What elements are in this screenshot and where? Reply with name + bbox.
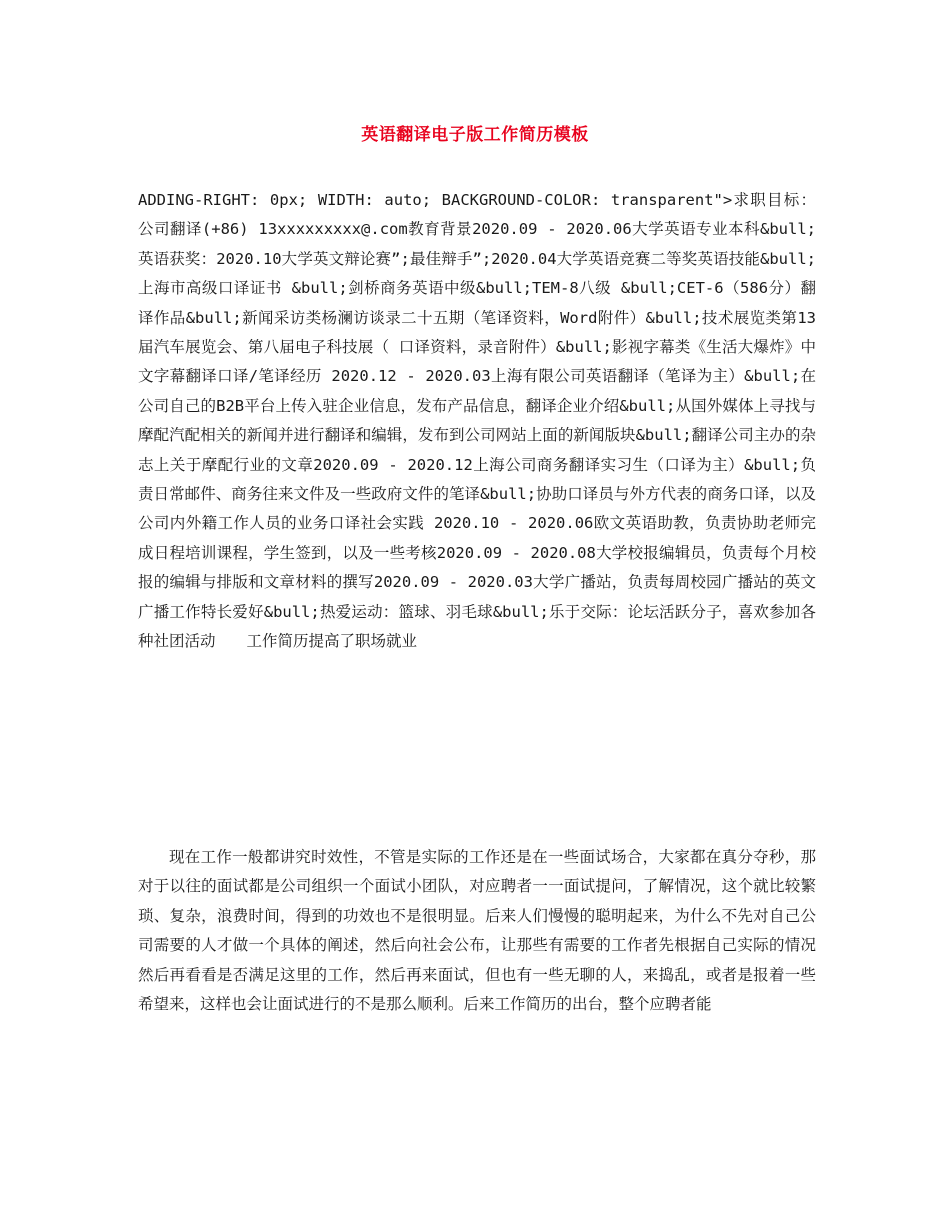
article-paragraph: 现在工作一般都讲究时效性，不管是实际的工作还是在一些面试场合，大家都在真分夺秒，那对于以往的面试都是公司组织一个面试小团队，对应聘者一一面试提问，了解情况，这个就比较繁琐、复杂，浪费时间，得到的功效也不是很明显。后来人们慢慢的聪明起来，为什么不先对自己公司需要的人才做一个具体的阐述，然后向社会公布，让那些有需要的工作者先根据自己实际的情况然后再看看是否满足这里的工作，然后再来面试，但也有一些无聊的人，来捣乱，或者是报着一些希望来，这样也会让面试进行的不是那么顺利。后来工作简历的出台，整个应聘者能 xyxy=(138,848,816,1014)
document-title: 英语翻译电子版工作简历模板 xyxy=(361,125,589,145)
resume-paragraph: ADDING-RIGHT: 0px; WIDTH: auto; BACKGROUND-COLOR: transparent">求职目标：公司翻译(+86) 13xxxxxxxxx@.com教育背景2020.09 - 2020.06大学英语专业本科&bull;英语获奖：2020.10大学英文辩论赛”;最佳辩手”;2020.04大学英语竞赛二等奖英语技能&bull;上海市高级口译证书 &bull;剑桥商务英语中级&bull;TEM-8八级 &bull;CET-6（586分）翻译作品&bull;新闻采访类杨澜访谈录二十五期（笔译资料，Word附件）&bull;技术展览类第13届汽车展览会、第八届电子科技展（ 口译资料，录音附件）&bull;影视字幕类《生活大爆炸》中文字幕翻译口译/笔译经历 2020.12 - 2020.03上海有限公司英语翻译（笔译为主）&bull;在公司自己的B2B平台上传入驻企业信息，发布产品信息，翻译企业介绍&bull;从国外媒体上寻找与摩配汽配相关的新闻并进行翻译和编辑，发布到公司网站上面的新闻版块&bull;翻译公司主办的杂志上关于摩配行业的文章2020.09 - 2020.12上海公司商务翻译实习生（口译为主）&bull;负责日常邮件、商务往来文件及一些政府文件的笔译&bull;协助口译员与外方代表的商务口译，以及公司内外籍工作人员的业务口译社会实践 2020.10 - 2020.06欧文英语助教，负责协助老师完成日程培训课程，学生签到，以及一些考核2020.09 - 2020.08大学校报编辑员，负责每个月校报的编辑与排版和文章材料的撰写2020.09 - 2020.03大学广播站，负责每周校园广播站的英文广播工作特长爱好&bull;热爱运动：篮球、羽毛球&bull;乐于交际：论坛活跃分子，喜欢参加各种社团活动 工作简历提高了职场就业 xyxy=(138,191,816,651)
